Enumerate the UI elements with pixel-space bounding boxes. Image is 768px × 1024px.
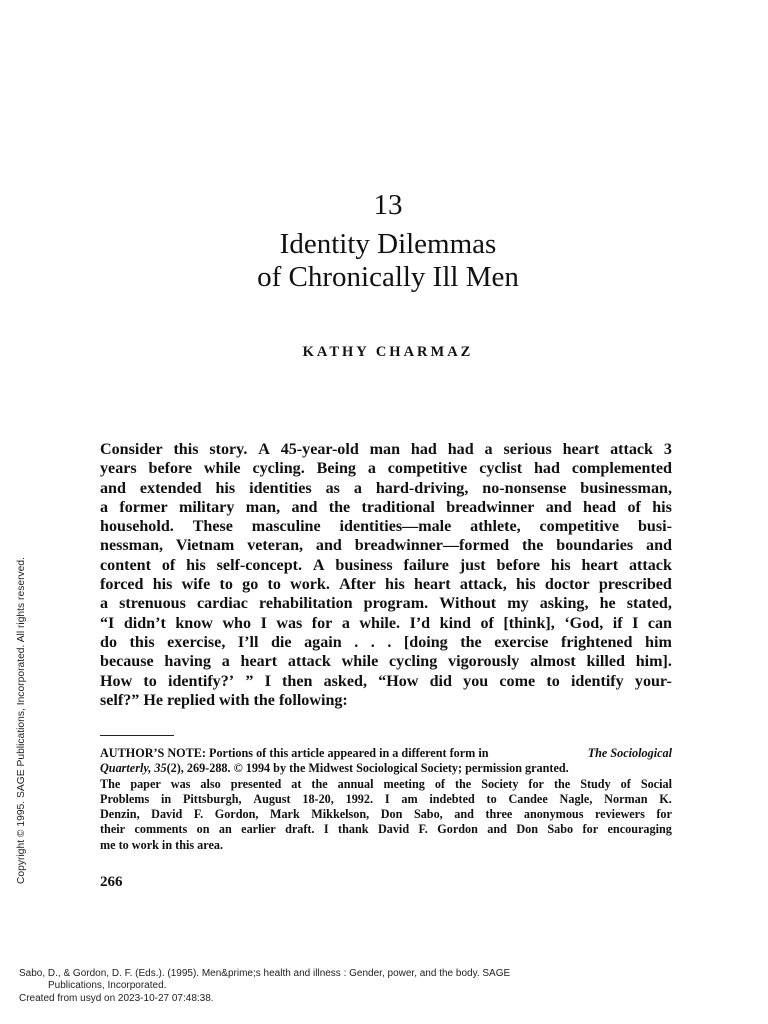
body-line: a former military man, and the traditional breadwinner and head of his [100, 498, 672, 516]
author-name: KATHY CHARMAZ [302, 344, 474, 360]
note-text: AUTHOR’S NOTE: Portions of this article appeared in a different form in [100, 746, 489, 760]
chapter-title-line: Identity Dilemmas [279, 228, 497, 260]
body-line: a strenuous cardiac rehabilitation program. Without my asking, he stated, [100, 595, 672, 613]
body-line: do this exercise, I’ll die again . . . [doing the exercise frightened him [100, 633, 672, 651]
body-line: Consider this story. A 45-year-old man had had a serious heart attack 3 [100, 441, 672, 458]
note-text: (2), 269-288. © 1994 by the Midwest Sociological Society; permission granted. [166, 761, 569, 776]
citation-line: Created from usyd on 2023-10-27 07:48:38. [19, 992, 214, 1004]
note-line: Problems in Pittsburgh, August 18-20, 1992. I am indebted to Candee Nagle, Norman K. [100, 791, 672, 806]
body-paragraph [100, 440, 672, 710]
body-line: How to identify?’ ” I then asked, “How did you come to identify your- [100, 672, 672, 690]
journal-title: The Sociological [587, 746, 672, 760]
note-line [100, 746, 672, 761]
body-line: and extended his identities as a hard-driving, no-nonsense businessman, [100, 479, 672, 497]
body-line: “I didn’t know who I was for a while. I’d kind of [think], ‘God, if I can [100, 614, 672, 632]
chapter-title-line: of Chronically Ill Men [257, 261, 519, 293]
body-line: content of his self-concept. A business failure just before his heart attack [100, 556, 672, 574]
source-citation [19, 968, 739, 1005]
body-line: forced his wife to go to work. After his heart attack, his doctor prescribed [100, 576, 672, 594]
note-line [100, 761, 672, 776]
footnote-divider [100, 735, 174, 736]
chapter-number: 13 [373, 189, 403, 221]
page-number: 266 [100, 874, 123, 890]
note-line: The paper was also presented at the annual meeting of the Society for the Study of Social [100, 776, 672, 791]
body-line: self?” He replied with the following: [100, 691, 348, 709]
chapter-title [0, 228, 768, 294]
citation-line: Publications, Incorporated. [48, 980, 167, 992]
note-citation [100, 761, 569, 776]
journal-volume: 35 [154, 761, 167, 776]
authors-note [100, 746, 672, 853]
body-line: household. These masculine identities—male athlete, competitive busi- [100, 518, 672, 536]
body-line: years before while cycling. Being a competitive cyclist had complemented [100, 460, 672, 478]
note-line: me to work in this area. [100, 837, 223, 852]
body-line: nessman, Vietnam veteran, and breadwinner—formed the boundaries and [100, 537, 672, 555]
note-line: Denzin, David F. Gordon, Mark Mikkelson, Don Sabo, and three anonymous reviewers for [100, 807, 672, 822]
citation-line: Sabo, D., & Gordon, D. F. (Eds.). (1995). Men&prime;s health and illness : Gender, power, and the body. SAGE [19, 968, 511, 979]
body-line: because having a heart attack while cycling vigorously almost killed him]. [100, 653, 672, 671]
note-line: their comments on an earlier draft. I thank David F. Gordon and Don Sabo for encouraging [100, 822, 672, 837]
side-copyright-notice: Copyright © 1995. SAGE Publications, Incorporated. All rights reserved. [16, 557, 27, 884]
journal-title-continued: Quarterly, [100, 761, 152, 776]
